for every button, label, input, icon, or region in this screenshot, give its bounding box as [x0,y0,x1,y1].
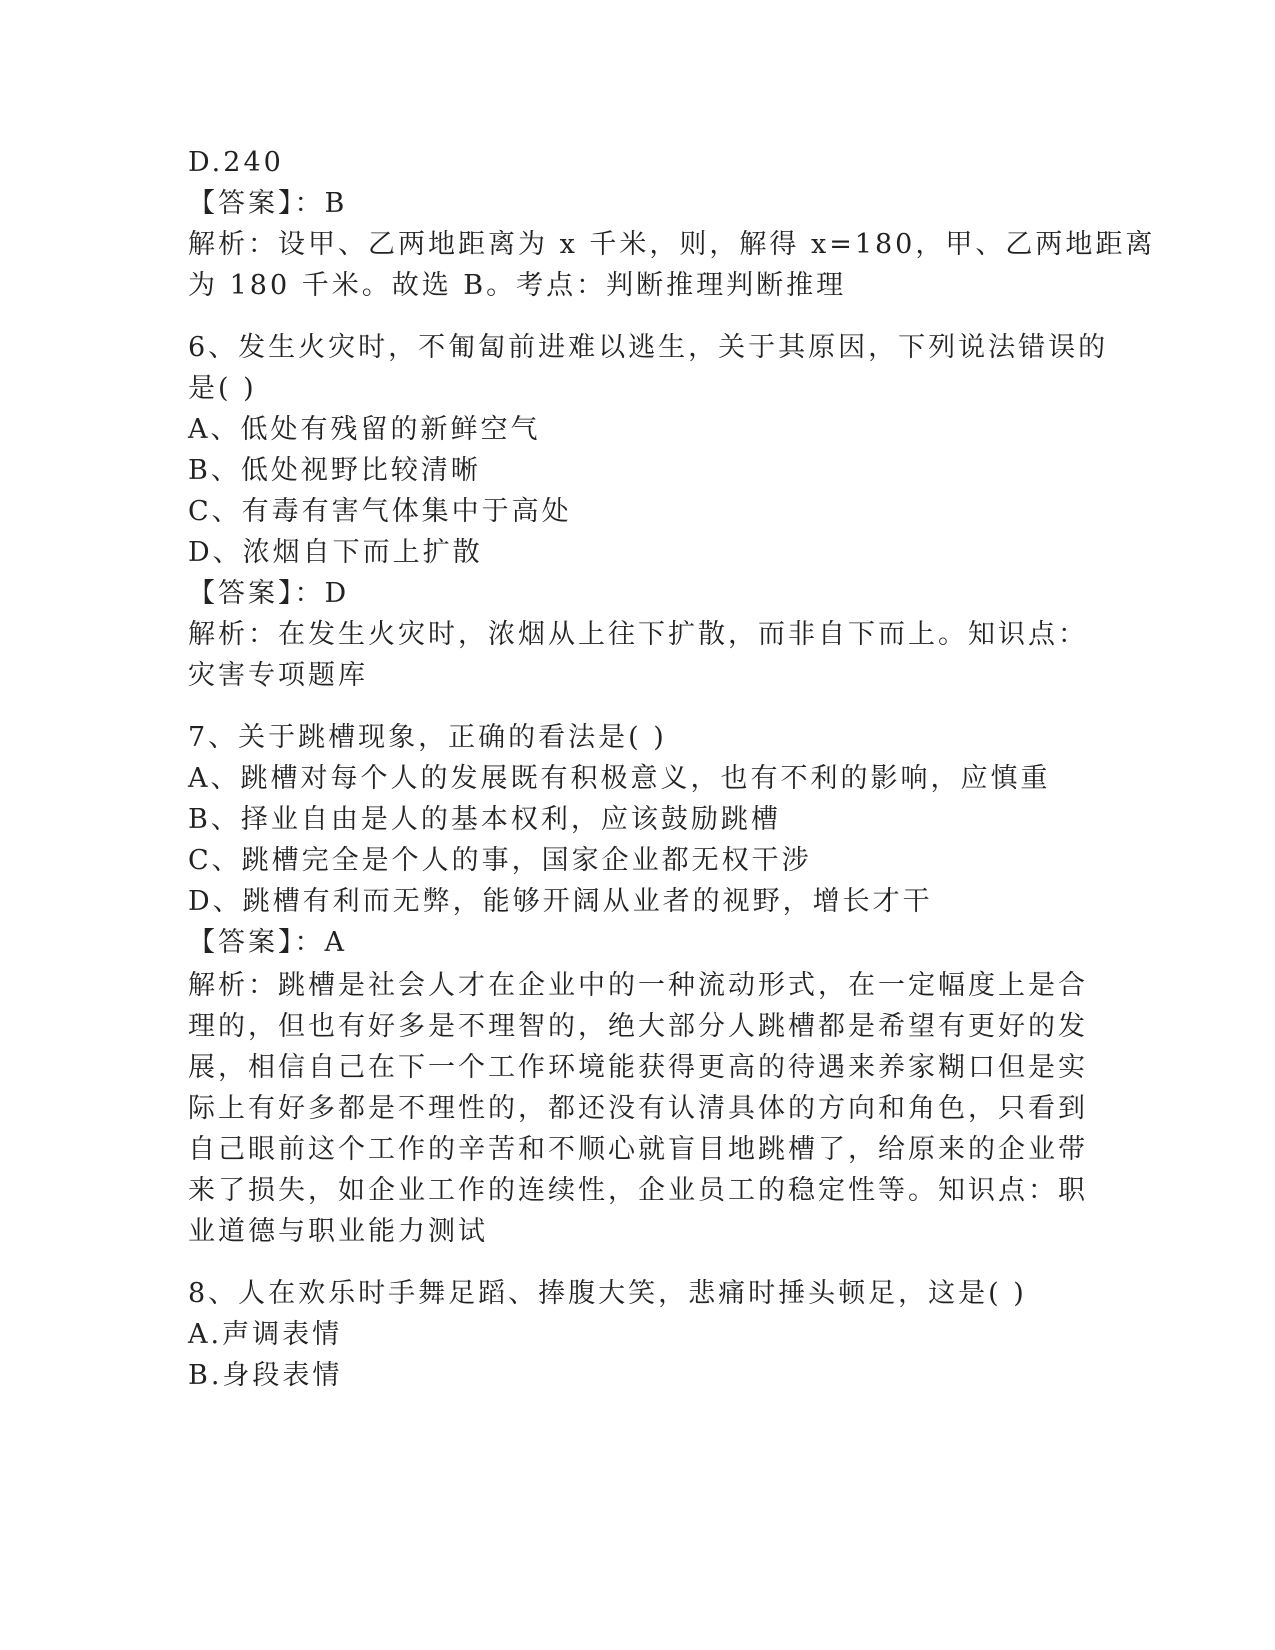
q7-analysis-line-6: 来了损失，如企业工作的连续性，企业员工的稳定性等。知识点：职 [188,1175,1088,1206]
q7-analysis-line-2: 理的，但也有好多是不理智的，绝大部分人跳槽都是希望有更好的发 [188,1011,1088,1042]
q7-analysis-line-4: 际上有好多都是不理性的，都还没有认清具体的方向和角色，只看到 [188,1093,1088,1124]
q5-answer: 【答案】：B [188,188,348,219]
q7-analysis-line-7: 业道德与职业能力测试 [188,1216,488,1247]
q6-option-d: D、浓烟自下而上扩散 [188,537,483,568]
q6-stem-line-2: 是( ) [188,373,257,404]
q6-option-c: C、有毒有害气体集中于高处 [188,496,572,527]
q7-option-c: C、跳槽完全是个人的事，国家企业都无权干涉 [188,845,812,876]
q6-analysis-line-2: 灾害专项题库 [188,660,368,691]
q7-analysis-line-3: 展，相信自己在下一个工作环境能获得更高的待遇来养家糊口但是实 [188,1052,1088,1083]
q7-analysis-line-5: 自己眼前这个工作的辛苦和不顺心就盲目地跳槽了，给原来的企业带 [188,1134,1088,1165]
q6-answer: 【答案】：D [188,578,350,609]
q8-option-b: B.身段表情 [188,1360,343,1391]
q7-analysis-line-1: 解析：跳槽是社会人才在企业中的一种流动形式，在一定幅度上是合 [188,970,1088,1001]
q5-analysis-line-2: 为 180 千米。故选 B。考点：判断推理判断推理 [188,270,847,301]
q7-answer: 【答案】：A [188,927,347,958]
q7-option-a: A、跳槽对每个人的发展既有积极意义，也有不利的影响，应慎重 [188,763,1051,794]
q6-option-a: A、低处有残留的新鲜空气 [188,414,541,445]
q8-stem-line-1: 8、人在欢乐时手舞足蹈、捧腹大笑，悲痛时捶头顿足，这是( ) [188,1278,1027,1309]
q6-option-b: B、低处视野比较清晰 [188,455,481,486]
q5-analysis-line-1: 解析：设甲、乙两地距离为 x 千米，则，解得 x=180，甲、乙两地距离 [188,229,1156,260]
q5-option-d: D.240 [188,147,284,178]
q6-stem-line-1: 6、发生火灾时，不匍匐前进难以逃生，关于其原因，下列说法错误的 [188,332,1109,363]
q7-option-d: D、跳槽有利而无弊，能够开阔从业者的视野，增长才干 [188,886,933,917]
q8-option-a: A.声调表情 [188,1319,343,1350]
q7-option-b: B、择业自由是人的基本权利，应该鼓励跳槽 [188,804,781,835]
q6-analysis-line-1: 解析：在发生火灾时，浓烟从上往下扩散，而非自下而上。知识点： [188,619,1088,650]
q7-stem-line-1: 7、关于跳槽现象，正确的看法是( ) [188,722,667,753]
